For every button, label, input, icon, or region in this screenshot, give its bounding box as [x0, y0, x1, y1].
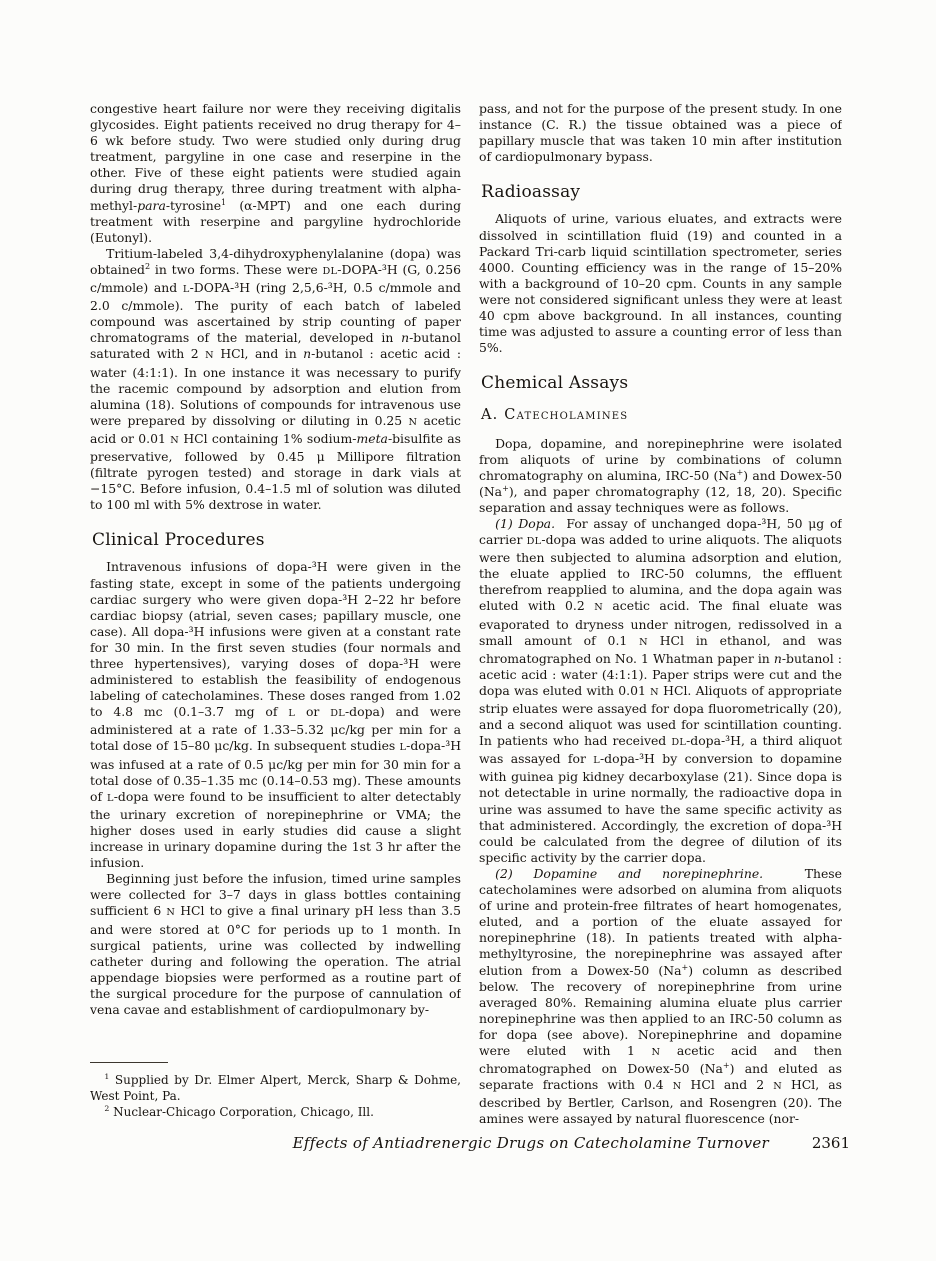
page-number: 2361	[811, 1134, 850, 1152]
paragraph-catecholamines-intro: Dopa, dopamine, and norepinephrine were isolated from aliquots of urine by combinations of column chromatography on alumina, IRC-50 (Na+) and Dowex-50 (Na+), and paper chromatography (12, 18, 20). Specific separation and assay techniques were as follows.	[479, 435, 842, 515]
running-title: Effects of Antiadrenergic Drugs on Catecholamine Turnover	[292, 1134, 770, 1152]
paragraph-radioassay: Aliquots of urine, various eluates, and extracts were dissolved in scintillation fluid (19) and counted in a Packard Tri-carb liquid scintillation spectrometer, series 4000. Counting efficiency was in the range of 15–20% with a background of 10–20 cpm. Counts in any sample were not considered significant unless they were at least 40 cpm above background. In all instances, counting time was adjusted to assure a counting error of less than 5%.	[479, 211, 842, 356]
heading-clinical-procedures: Clinical Procedures	[92, 530, 265, 551]
heading-chemical-assays: Chemical Assays	[481, 373, 629, 394]
right-column	[479, 101, 842, 1145]
footnote-1: $^1$ Supplied by Dr. Elmer Alpert, Merck, Sharp & Dohme, West Point, Pa.	[90, 1072, 461, 1103]
paragraph-dopamine-norepinephrine-assay: (2) Dopamine and norepinephrine. These catecholamines were adsorbed on alumina from aliquots of urine and protein-free filtrates of heart homogenates, eluted, and a portion of the eluate assayed for norepinephrine (18). In patients treated with alpha-methyltyrosine, the norepinephrine was assayed after elution from a Dowex-50 (Na+) column as described below. The recovery of norepinephrine from urine averaged 80%. Remaining alumina eluate plus carrier norepinephrine was then applied to an IRC-50 column as for dopa (see above). Norepinephrine and dopamine were eluted with 1 N acetic acid and then chromatographed on Dowex-50 (Na+) and eluted as separate fractions with 0.4 N HCl and 2 N HCl, as described by Bertler, Carlson, and Rosengren (20). The amines were assayed by natural fluorescence (nor-	[479, 865, 842, 1127]
paragraph-bypass-continuation: pass, and not for the purpose of the present study. In one instance (C. R.) the tissue obtained was a piece of papillary muscle that was taken 10 min after institution of cardiopulmonary bypass.	[479, 101, 842, 165]
left-column	[90, 101, 461, 1053]
footnotes-block	[90, 1062, 461, 1120]
paragraph-dopa-assay: (1) Dopa. For assay of unchanged dopa-³H, 50 μg of carrier DL-dopa was added to urine aliquots. The aliquots were then subjected to alumina adsorption and elution, the eluate applied to IRC-50 columns, the effluent therefrom reapplied to alumina, and the dopa again was eluted with 0.2 N acetic acid. The final eluate was evaporated to dryness under nitrogen, redissolved in a small amount of 0.1 N HCl in ethanol, and was chromatographed on No. 1 Whatman paper in n-butanol : acetic acid : water (4:1:1). Paper strips were cut and the dopa was eluted with 0.01 N HCl. Aliquots of appropriate strip eluates were assayed for dopa fluorometrically (20), and a second aliquot was used for scintillation counting. In patients who had received DL-dopa-³H, a third aliquot was assayed for L-dopa-³H by conversion to dopamine with guinea pig kidney decarboxylase (21). Since dopa is not detectable in urine normally, the radioactive dopa in urine was assumed to have the same specific activity as that administered. Accordingly, the excretion of dopa-³H could be calculated from the degree of dilution of its specific activity by the carrier dopa.	[479, 515, 842, 865]
footnote-2: $^2$ Nuclear-Chicago Corporation, Chicago, Ill.	[104, 1104, 374, 1119]
paragraph-patients-continuation: congestive heart failure nor were they receiving digitalis glycosides. Eight patients received no drug therapy for 4–6 wk before study. Two were studied only during drug treatment, pargyline in one case and reserpine in the other. Five of these eight patients were studied again during drug therapy, three during treatment with alpha-methyl-para-tyrosine$^1$ (α-MPT) and one each during treatment with reserpine and pargyline hydrochloride (Eutonyl).	[90, 101, 461, 245]
heading-radioassay: Radioassay	[481, 182, 581, 203]
paragraph-urine-collection: Beginning just before the infusion, timed urine samples were collected for 3–7 days in glass bottles containing sufficient 6 N HCl to give a final urinary pH less than 3.5 and were stored at 0°C for periods up to 1 month. In surgical patients, urine was collected by indwelling catheter during and following the operation. The atrial appendage biopsies were performed as a routine part of the surgical procedure for the purpose of cannulation of vena cavae and establishment of cardiopulmonary by-	[90, 871, 461, 1017]
paragraph-intravenous-infusions: Intravenous infusions of dopa-³H were given in the fasting state, except in some of the patients undergoing cardiac surgery who were given dopa-³H 2–22 hr before cardiac biopsy (atrial, seven cases; papillary muscle, one case). All dopa-³H infusions were given at a constant rate for 30 min. In the first seven studies (four normals and three hypertensives), varying doses of dopa-³H were administered to establish the feasibility of endogenous labeling of catecholamines. These doses ranged from 1.02 to 4.8 mc (0.1–3.7 mg of L or DL-dopa) and were administered at a rate of 1.33–5.32 μc/kg per min for a total dose of 15–80 μc/kg. In subsequent studies L-dopa-³H was infused at a rate of 0.5 μc/kg per min for 30 min for a total dose of 0.35–1.35 mc (0.14–0.53 mg). These amounts of L-dopa were found to be insufficient to alter detectably the urinary excretion of norepinephrine or VMA; the higher doses used in early studies did cause a slight increase in urinary dopamine during the 1st 3 hr after the infusion.	[90, 559, 461, 871]
paragraph-tritium-labeled: Tritium-labeled 3,4-dihydroxyphenylalanine (dopa) was obtained$^2$ in two forms. These were DL-DOPA-³H (G, 0.256 c/mmole) and L-DOPA-³H (ring 2,5,6-³H, 0.5 c/mmole and 2.0 c/mmole). The purity of each batch of labeled compound was ascertained by strip counting of paper chromatograms of the material, developed in n-butanol saturated with 2 N HCl, and in n-butanol : acetic acid : water (4:1:1). In one instance it was necessary to purify the racemic compound by adsorption and elution from alumina (18). Solutions of compounds for intravenous use were prepared by dissolving or diluting in 0.25 N acetic acid or 0.01 N HCl containing 1% sodium-meta-bisulfite as preservative, followed by 0.45 μ Millipore filtration (filtrate pyrogen tested) and storage in dark vials at −15°C. Before infusion, 0.4–1.5 ml of solution was diluted to 100 ml with 5% dextrose in water.	[90, 245, 461, 513]
page-footer	[0, 1134, 850, 1152]
footnote-separator-rule	[90, 1062, 168, 1063]
subheading-catecholamines: A. Catecholamines	[481, 407, 629, 424]
